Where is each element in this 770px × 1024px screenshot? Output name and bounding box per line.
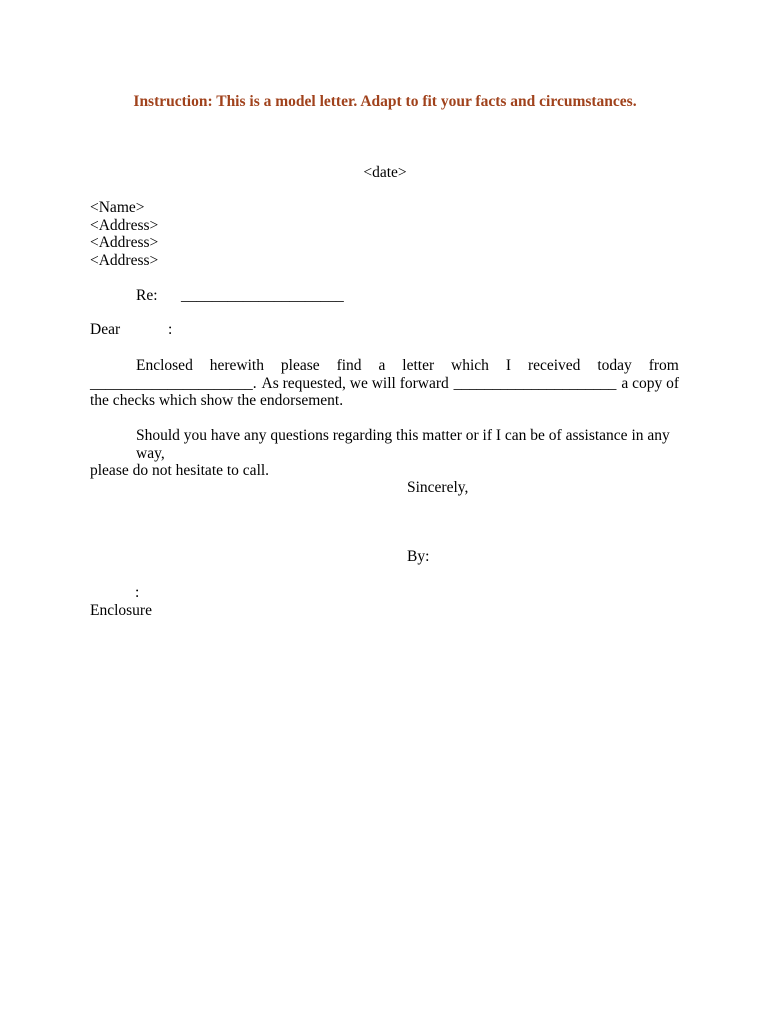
date-placeholder: <date>	[363, 164, 407, 181]
forward-blank: _____________________	[453, 374, 617, 392]
re-blank: _____________________	[181, 287, 344, 304]
word: today	[597, 357, 632, 374]
recipient-address-line: <Address>	[90, 216, 159, 234]
word: herewith	[209, 357, 264, 374]
paragraph-2-line-2: please do not hesitate to call.	[90, 462, 270, 479]
line2-middle-text: As requested, we will forward	[261, 374, 449, 392]
word: a	[378, 357, 386, 374]
signature-by-label: By:	[407, 548, 430, 565]
re-line	[136, 287, 344, 305]
initials-colon: :	[135, 584, 140, 601]
paragraph-1-line-1	[90, 357, 679, 375]
word: find	[336, 357, 362, 374]
paragraph-1-line-3: the checks which show the endorsement.	[90, 392, 344, 409]
line2-end-text: a copy of	[621, 374, 679, 392]
re-label: Re:	[136, 287, 158, 304]
enclosure-label: Enclosure	[90, 602, 152, 619]
paragraph-1-line-2	[90, 375, 679, 393]
word: from	[648, 357, 679, 374]
instruction-note: Instruction: This is a model letter. Adapt to fit your facts and circumstances.	[133, 93, 637, 110]
word: which	[451, 357, 489, 374]
word: please	[280, 357, 320, 374]
paragraph-2-line-1: Should you have any questions regarding this matter or if I can be of assistance in any way,	[136, 427, 670, 462]
recipient-address-block	[90, 199, 158, 269]
closing-sincerely: Sincerely,	[407, 479, 469, 496]
word: I	[505, 357, 512, 374]
salutation	[90, 321, 172, 339]
salutation-dear: Dear	[90, 321, 121, 338]
word: letter	[402, 357, 435, 374]
from-blank: _____________________.	[90, 374, 257, 392]
recipient-address-line: <Address>	[90, 234, 159, 251]
word: received	[527, 357, 581, 374]
salutation-colon: :	[168, 321, 173, 338]
word: Enclosed	[136, 357, 193, 374]
recipient-address-line: <Address>	[90, 251, 159, 269]
body-paragraph-2	[90, 427, 679, 480]
recipient-name: <Name>	[90, 199, 145, 216]
body-paragraph-1	[90, 357, 679, 410]
